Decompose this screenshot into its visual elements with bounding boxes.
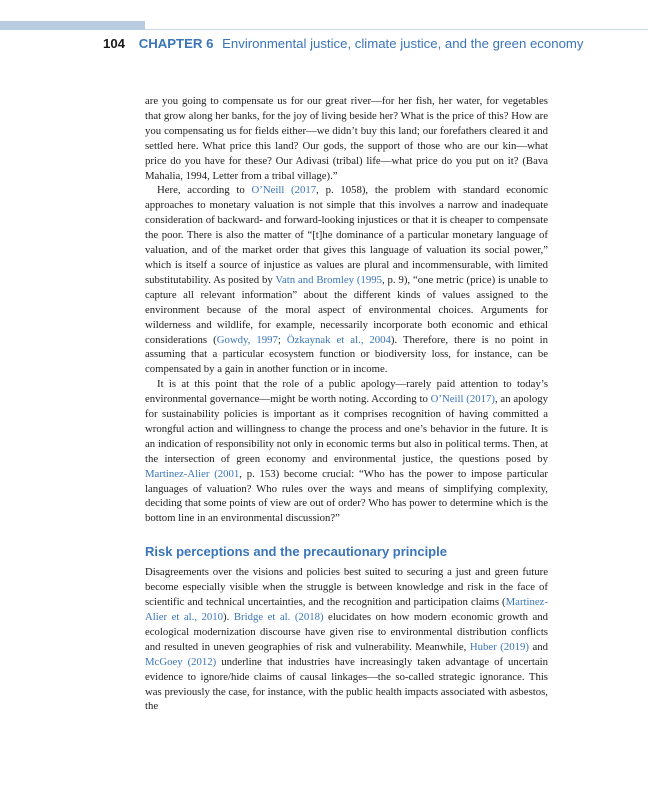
citation-link[interactable]: Gowdy, 1997 xyxy=(216,333,278,346)
section-heading: Risk perceptions and the precautionary principle xyxy=(145,544,447,560)
citation-link[interactable]: Martinez-Alier (2001 xyxy=(145,467,240,480)
paragraph: It is at this point that the role of a public apology—rarely paid attention to today’s environmental governance—might be worth noting. According to O’Neill (2017), an apology for sustainability policies is important as it comprises recognition of having committed a wrongful action and willingness to change the process and one’s behavior in the future. It is an indication of responsibility not only in economic terms but also in political terms. Then, at the intersection of green economy and environmental justice, the questions posed by Martinez-Alier (2001, p. 153) become crucial: “Who has the power to impose particular languages of valuation? Who rules over the ways and means of simplifying complexity, deciding that some points of view are out of order? Who has power to determine which is the bottom line in an environmental discussion?” xyxy=(145,378,549,525)
page-number: 104 xyxy=(103,36,126,51)
header-accent-bar xyxy=(0,21,145,30)
citation-link[interactable]: Özkaynak et al., 2004 xyxy=(286,333,391,346)
paragraph: Here, according to O’Neill (2017, p. 1058), the problem with standard economic approaches to monetary valuation is not simple that this involves a narrow and inadequate consideration of backward- and forward-looking injustices or that it is cheaper to compensate the poor. There is also the matter of “[t]he dominance of a particular monetary language of valuation, and of the market order that gives this language of valuation its social power,” which is itself a source of injustice as values are plural and incommensurable, with limited substitutability. As posited by Vatn and Bromley (1995, p. 9), “one metric (price) is unable to capture all relevant information” about the different kinds of values assigned to the environment because of the moral aspect of environmental choices. Arguments for wilderness and wildlife, for example, necessarily incorporate both economic and ethical considerations (Gowdy, 1997; Özkaynak et al., 2004). Therefore, there is no point in assuming that a particular ecosystem function or biodiversity loss, for instance, can be compensated by a gain in another function or in income. xyxy=(145,184,549,376)
citation-link[interactable]: Vatn and Bromley (1995 xyxy=(275,273,382,286)
citation-link[interactable]: O’Neill (2017 xyxy=(251,184,317,197)
citation-link[interactable]: O’Neill (2017) xyxy=(430,393,495,406)
citation-link[interactable]: Martinez-Alier et al., 2010 xyxy=(145,596,548,623)
running-header xyxy=(103,35,643,53)
paragraph: Disagreements over the visions and policies best suited to securing a just and green future become especially visible when the struggle is between knowledge and risk in the face of scientific and technical uncertainties, and the recognition and participation claims (Martinez-Alier et al., 2010). Bridge et al. (2018) elucidates on how modern economic growth and ecological modernization discourse have given rise to environmental distribution conflicts and resulted in uneven geographies of risk and vulnerability. Meanwhile, Huber (2019) and McGoey (2012) underline that industries have increasingly taken advantage of uncertain evidence to ignore/hide claims of causal linkages—the so-called strategic ignorance. This was previously the case, for instance, with the public health impacts associated with asbestos, the xyxy=(145,566,549,713)
header-rule xyxy=(145,29,648,30)
chapter-label: CHAPTER 6 xyxy=(138,36,214,51)
citation-link[interactable]: Bridge et al. (2018) xyxy=(233,611,324,623)
chapter-title: Environmental justice, climate justice, and the green economy xyxy=(222,36,584,51)
page-body xyxy=(145,94,548,714)
citation-link[interactable]: Huber (2019) xyxy=(469,640,529,653)
citation-link[interactable]: McGoey (2012) xyxy=(145,655,217,668)
quote-continuation: are you going to compensate us for our great river—for her fish, her water, for vegetables that grow along her banks, for the joy of living beside her? What is the price of this? How are you compensating us for fields either—we didn’t buy this land; our forefathers cleared it and settled here. What price this land? Our gods, the support of those who are our kin—what price do you have for these? Our Adivasi (tribal) life—what price do you put on it? (Bava Mahalia, 1994, Letter from a tribal village).” xyxy=(145,95,548,182)
